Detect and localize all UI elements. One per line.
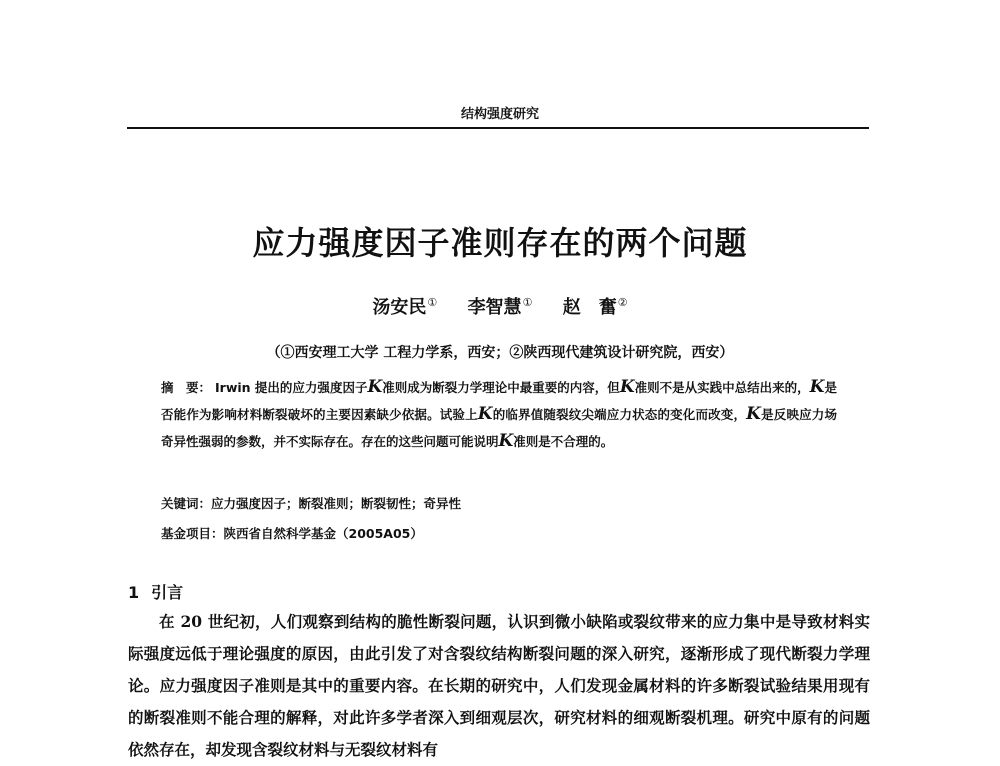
k-symbol: K bbox=[746, 404, 761, 424]
k-symbol: K bbox=[477, 404, 493, 424]
k-symbol: K bbox=[367, 377, 383, 397]
paper-title: 应力强度因子准则存在的两个问题 bbox=[252, 224, 748, 262]
k-symbol: K bbox=[619, 377, 635, 397]
affiliation: （①西安理工大学 工程力学系，西安；②陕西现代建筑设计研究院，西安） bbox=[266, 345, 734, 361]
author-affiliation-mark: ② bbox=[617, 296, 628, 309]
k-symbol: K bbox=[498, 431, 514, 451]
keywords bbox=[161, 494, 837, 512]
author-affiliation-mark: ① bbox=[427, 296, 438, 309]
keywords-text: 应力强度因子；断裂准则；断裂韧性；奇异性 bbox=[211, 496, 462, 511]
k-symbol: K bbox=[809, 377, 825, 397]
fund-label: 基金项目： bbox=[161, 526, 224, 541]
section-heading bbox=[128, 580, 183, 603]
body-paragraph: 在 20 世纪初，人们观察到结构的脆性断裂问题，认识到微小缺陷或裂纹带来的应力集中是导致材料实际强度远低于理论强度的原因，由此引发了对含裂纹结构断裂问题的深入研究，逐渐形成了现代断裂力学理论。应力强度因子准则是其中的重要内容。在长期的研究中，人们发现金属材料的许多断裂试验结果用现有的断裂准则不能合理的解释，对此许多学者深入到细观层次，研究材料的细观断裂机理。研究中原有的问题依然存在，却发现含裂纹材料与无裂纹材料有 bbox=[128, 612, 870, 759]
author-affiliation-mark: ① bbox=[522, 296, 533, 309]
fund-project bbox=[161, 524, 837, 542]
abstract-label: 摘 要： bbox=[161, 380, 212, 395]
section-number: 1 bbox=[128, 583, 140, 602]
author-list bbox=[0, 293, 1000, 319]
author bbox=[563, 297, 628, 318]
header-rule bbox=[127, 127, 869, 129]
running-head: 结构强度研究 bbox=[460, 107, 539, 122]
author bbox=[372, 297, 437, 318]
author-name: 赵 奮 bbox=[562, 297, 617, 318]
abstract-text: 准则是不合理的。 bbox=[513, 434, 614, 449]
abstract-text: 的临界值随裂纹尖端应力状态的变化而改变， bbox=[492, 407, 747, 422]
fund-text: 陕西省自然科学基金（2005A05） bbox=[223, 526, 423, 541]
abstract-text: 准则不是从实践中总结出来的， bbox=[634, 380, 810, 395]
author-name: 汤安民 bbox=[372, 297, 427, 318]
author bbox=[468, 297, 533, 318]
abstract-text: Irwin 提出的应力强度因子 bbox=[215, 380, 368, 395]
abstract bbox=[161, 374, 837, 455]
author-name: 李智慧 bbox=[467, 297, 522, 318]
abstract-text: 是否能作为影响材料断裂破坏的主要因素缺少依据。试验上 bbox=[161, 380, 837, 422]
abstract-text: 是反映应力场奇异性强弱的参数，并不实际存在。存在的这些问题可能说明 bbox=[161, 407, 837, 449]
keywords-label: 关键词： bbox=[161, 496, 212, 511]
abstract-text: 准则成为断裂力学理论中最重要的内容，但 bbox=[382, 380, 620, 395]
section-title: 引言 bbox=[151, 583, 184, 602]
